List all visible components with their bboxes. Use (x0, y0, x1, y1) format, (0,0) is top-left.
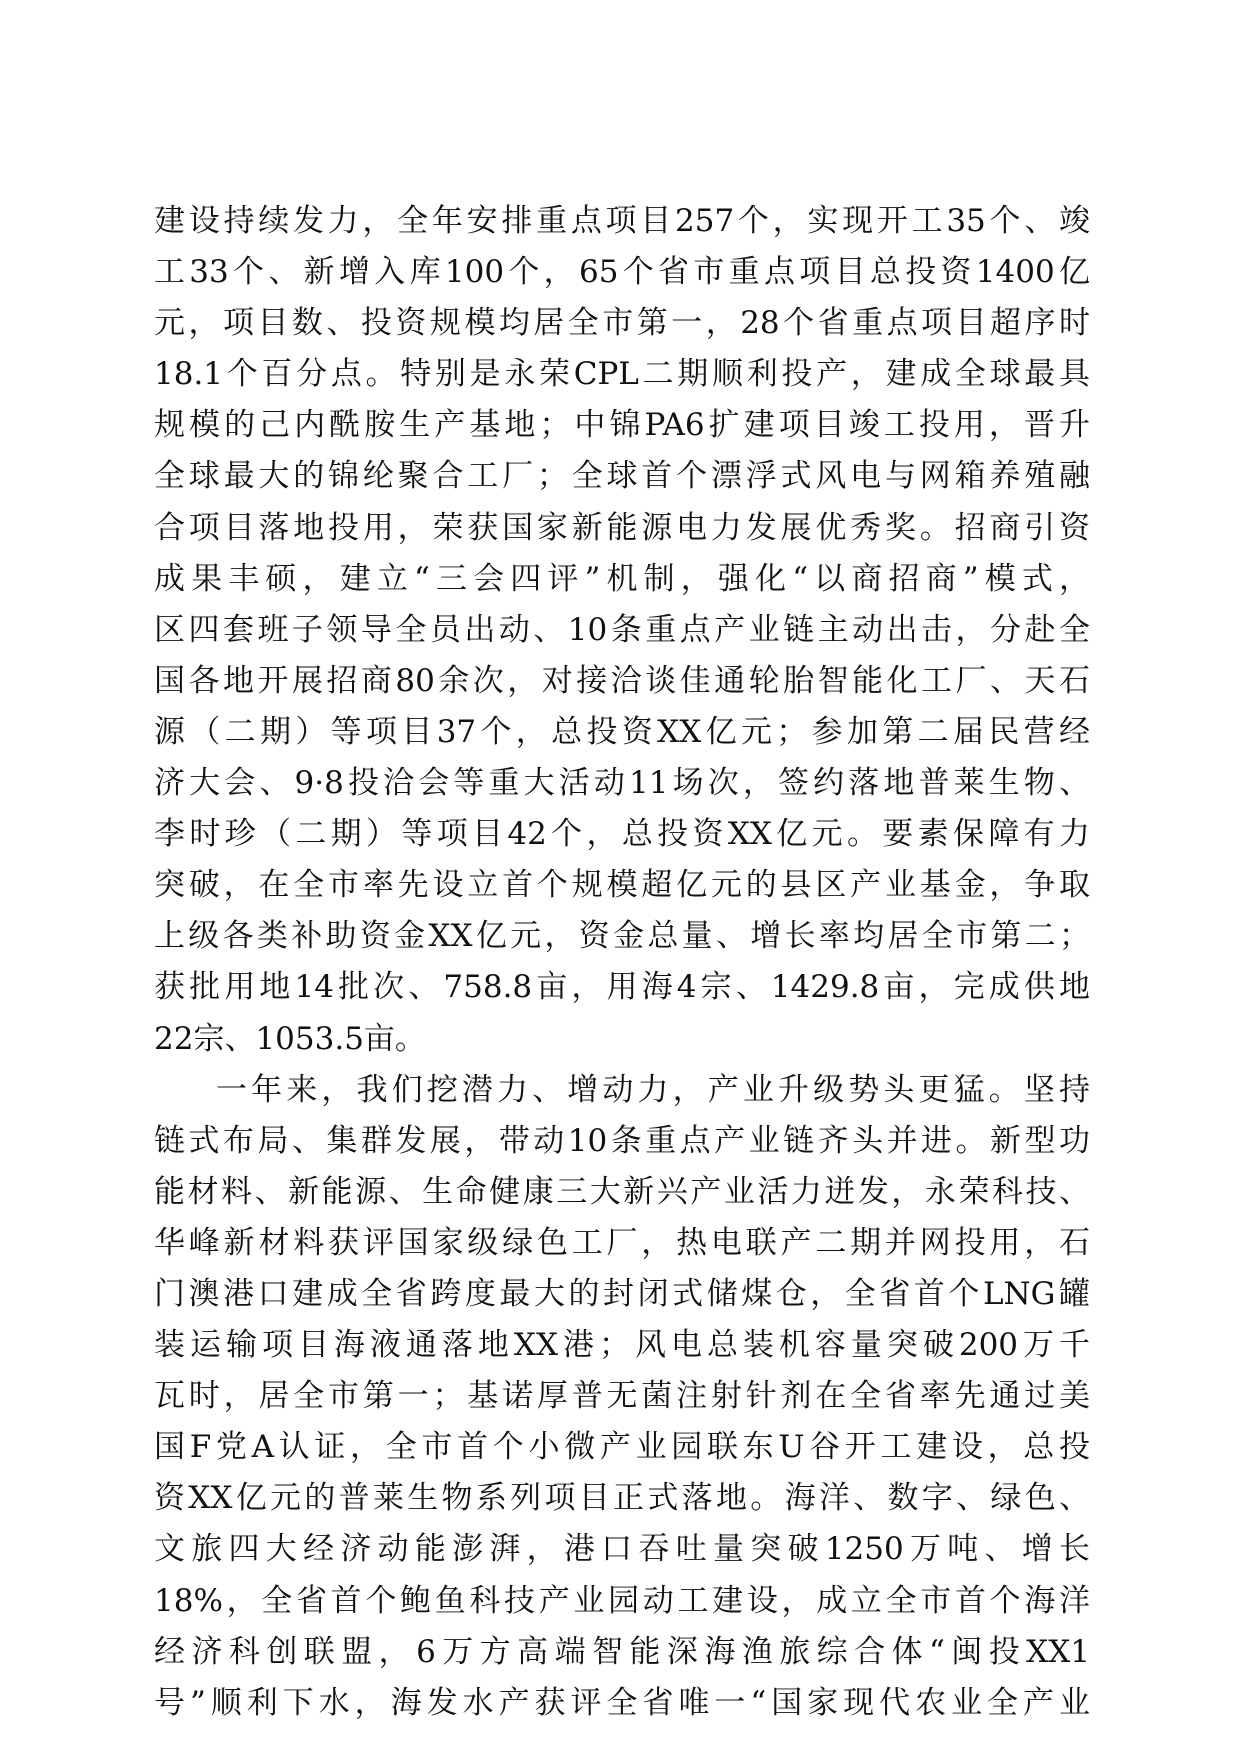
text-line: 能材料、新能源、生命健康三大新兴产业活力迸发，永荣科技、 (154, 1173, 1090, 1210)
text-line: 国F党A认证，全市首个小微产业园联东U谷开工建设，总投 (154, 1429, 1090, 1466)
text-line: 国各地开展招商80余次，对接洽谈佳通轮胎智能化工厂、天石 (154, 662, 1090, 699)
text-line: 建设持续发力，全年安排重点项目257个，实现开工35个、竣 (154, 203, 1090, 239)
text-line: 链式布局、集群发展，带动10条重点产业链齐头并进。新型功 (154, 1122, 1090, 1159)
text-line: 资XX亿元的普莱生物系列项目正式落地。海洋、数字、绿色、 (154, 1480, 1090, 1517)
text-line: 获批用地14批次、758.8亩，用海4宗、1429.8亩，完成供地 (154, 969, 1090, 1006)
text-line: 成果丰硕，建立“三会四评”机制，强化“以商招商”模式， (154, 560, 1090, 597)
text-line: 装运输项目海液通落地XX港；风电总装机容量突破200万千 (154, 1327, 1090, 1364)
text-line: 工33个、新增入库100个，65个省市重点项目总投资1400亿 (154, 254, 1090, 291)
text-line: 华峰新材料获评国家级绿色工厂，热电联产二期并网投用，石 (154, 1224, 1090, 1261)
text-line: 元，项目数、投资规模均居全市第一，28个省重点项目超序时 (154, 305, 1090, 342)
paragraph (154, 196, 1090, 1065)
text-line: 李时珍（二期）等项目42个，总投资XX亿元。要素保障有力 (154, 816, 1090, 853)
text-line: 22宗、1053.5亩。 (154, 1020, 426, 1057)
text-line: 规模的己内酰胺生产基地；中锦PA6扩建项目竣工投用，晋升 (154, 407, 1090, 444)
text-line: 门澳港口建成全省跨度最大的封闭式储煤仓，全省首个LNG罐 (154, 1275, 1090, 1312)
text-line: 文旅四大经济动能澎湃，港口吞吐量突破1250万吨、增长 (154, 1531, 1090, 1568)
text-line: 一年来，我们挖潜力、增动力，产业升级势头更猛。坚持 (216, 1071, 1090, 1108)
text-line: 济大会、9·8投洽会等重大活动11场次，签约落地普莱生物、 (154, 765, 1090, 802)
text-line: 经济科创联盟，6万方高端智能深海渔旅综合体“闽投XX1 (154, 1633, 1090, 1670)
text-line: 上级各类补助资金XX亿元，资金总量、增长率均居全市第二； (154, 918, 1090, 955)
document-body (154, 196, 1090, 1729)
text-line: 18.1个百分点。特别是永荣CPL二期顺利投产，建成全球最具 (154, 356, 1090, 393)
text-line: 突破，在全市率先设立首个规模超亿元的县区产业基金，争取 (154, 867, 1090, 904)
text-line: 区四套班子领导全员出动、10条重点产业链主动出击，分赴全 (154, 611, 1090, 648)
text-line: 源（二期）等项目37个，总投资XX亿元；参加第二届民营经 (154, 713, 1090, 750)
text-line: 18%，全省首个鲍鱼科技产业园动工建设，成立全市首个海洋 (154, 1582, 1090, 1619)
text-line: 号”顺利下水，海发水产获评全省唯一“国家现代农业全产业 (154, 1684, 1090, 1721)
text-line: 合项目落地投用，荣获国家新能源电力发展优秀奖。招商引资 (154, 509, 1090, 546)
text-line: 瓦时，居全市第一；基诺厚普无菌注射针剂在全省率先通过美 (154, 1378, 1090, 1415)
paragraph (154, 1065, 1090, 1729)
text-line: 全球最大的锦纶聚合工厂；全球首个漂浮式风电与网箱养殖融 (154, 458, 1090, 495)
